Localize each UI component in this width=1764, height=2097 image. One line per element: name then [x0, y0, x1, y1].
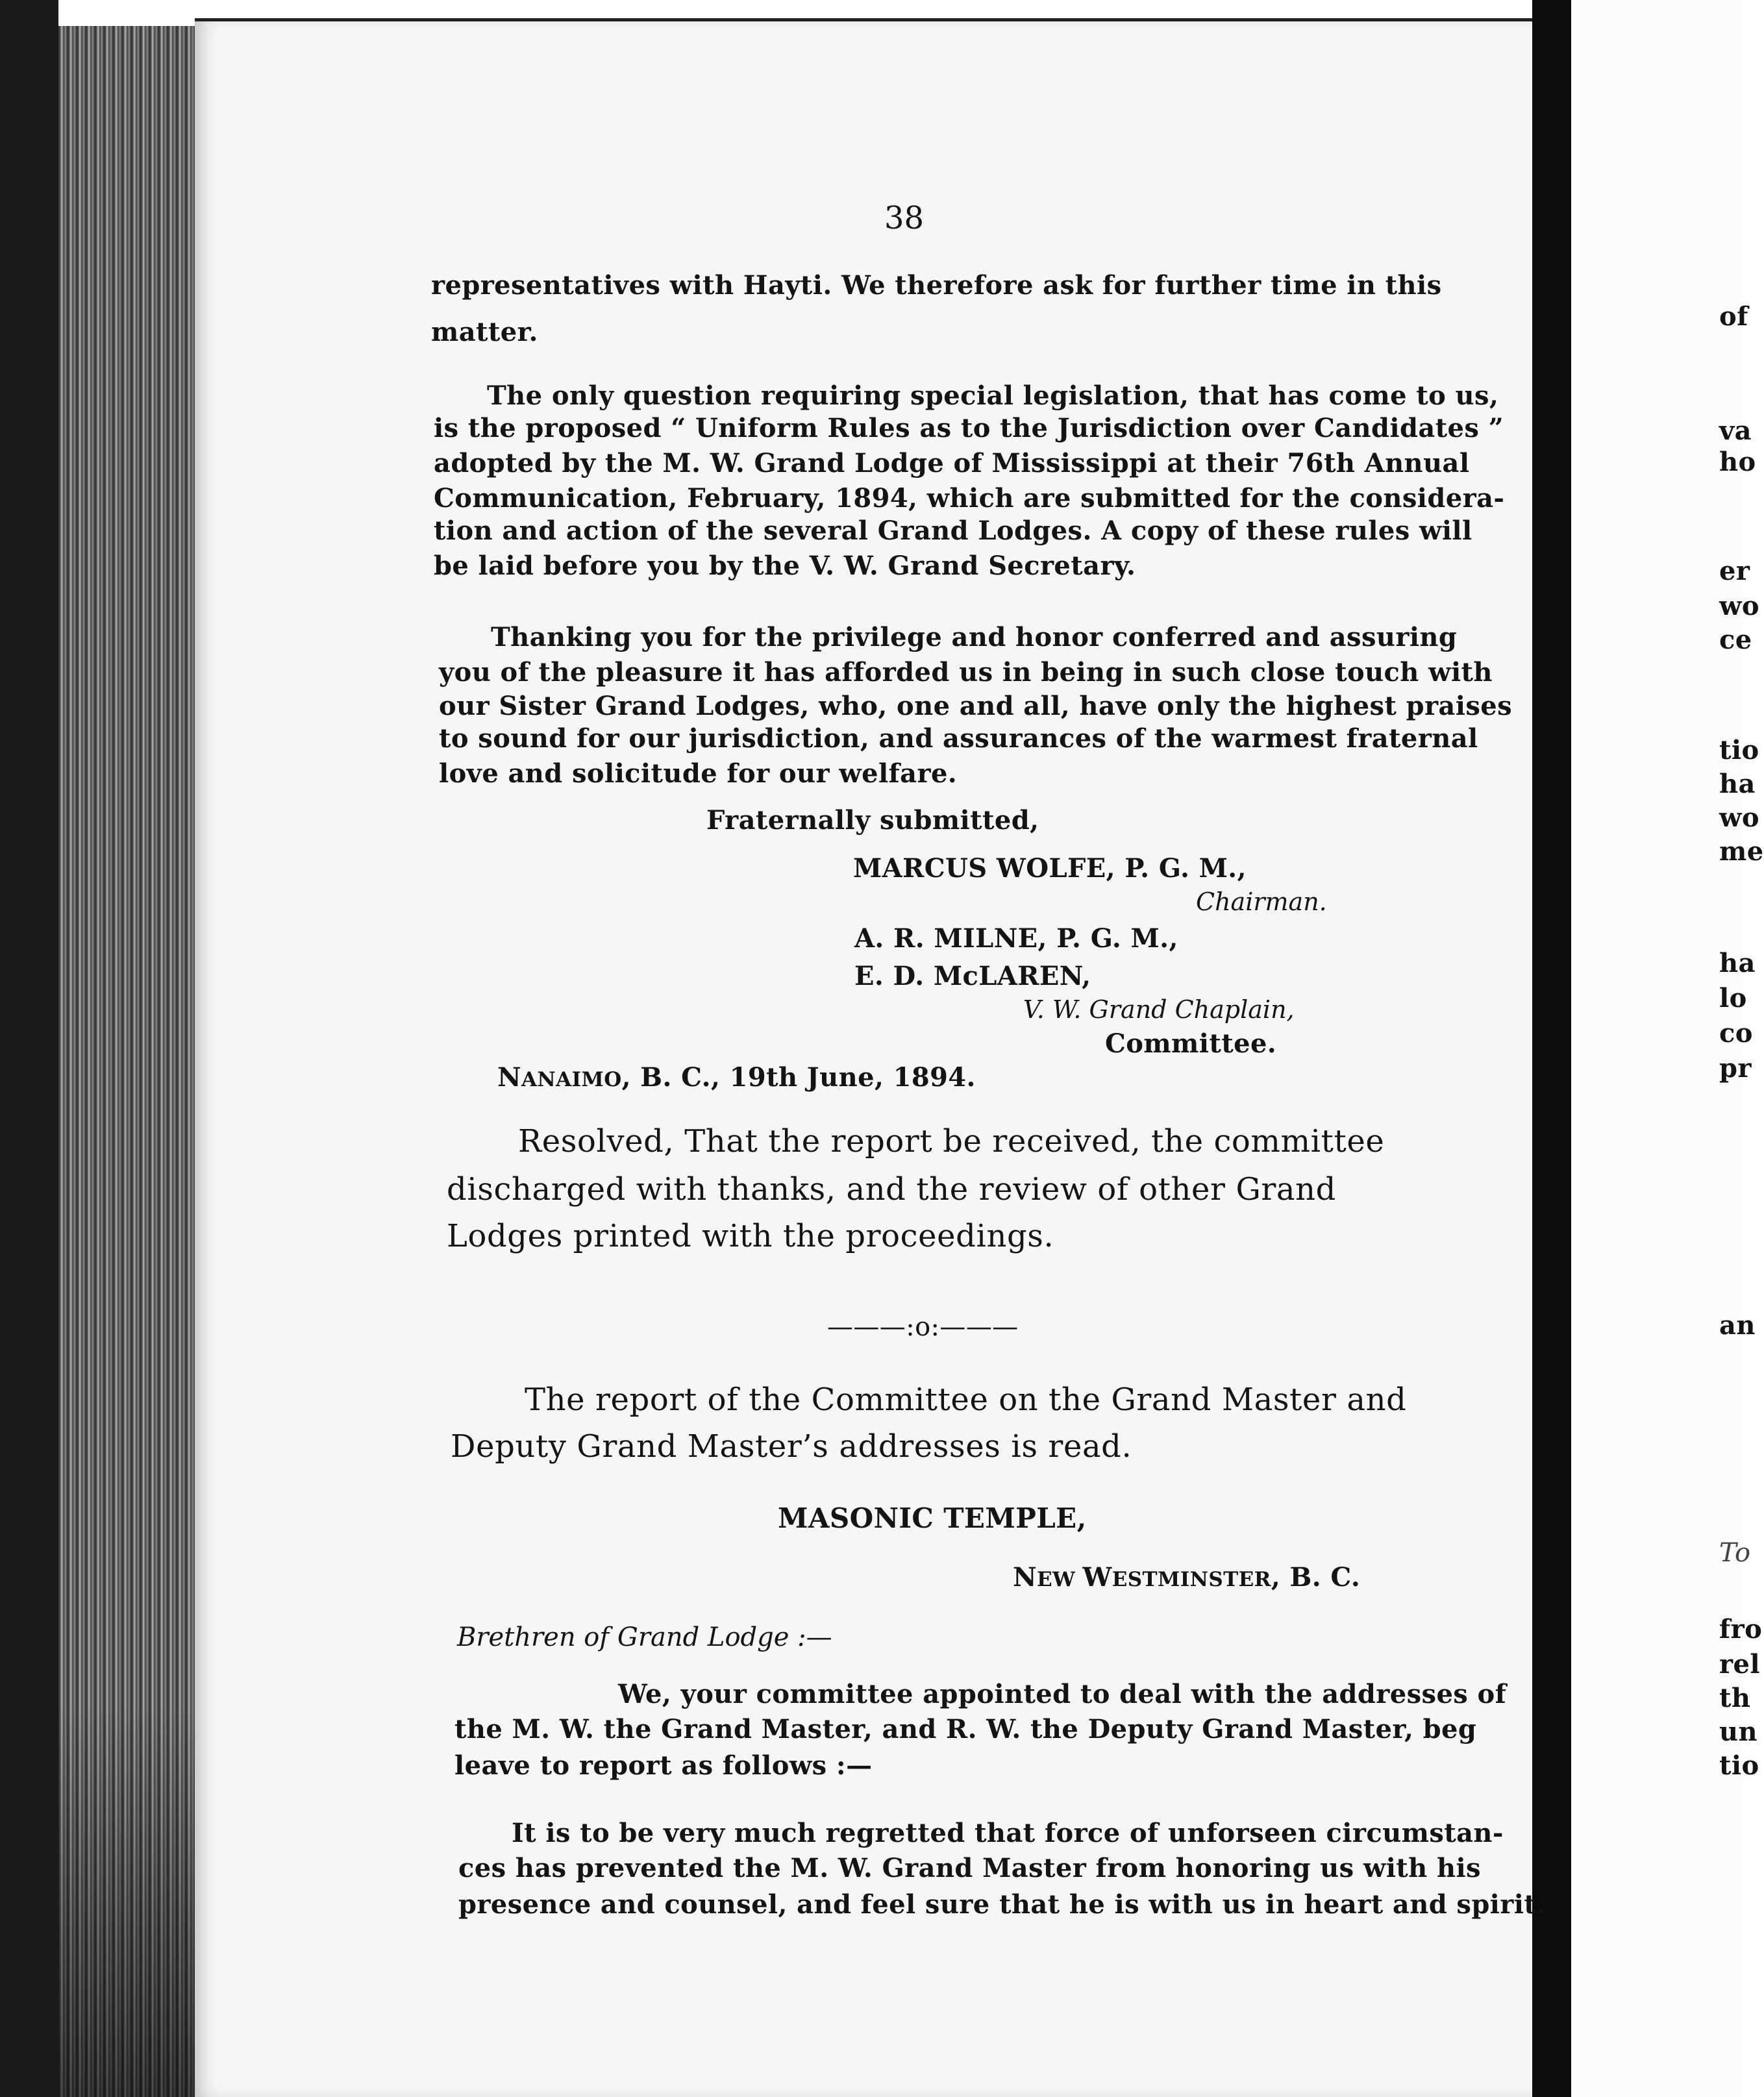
fragment: pr	[1719, 1053, 1752, 1084]
page-number: 38	[884, 200, 925, 236]
signer-title: V. W. Grand Chaplain,	[1023, 995, 1295, 1024]
page-top-edge	[195, 18, 1552, 21]
paragraph-line: be laid before you by the V. W. Grand Secretary.	[434, 551, 1136, 581]
resolution-line: discharged with thanks, and the review of other Grand	[447, 1171, 1336, 1208]
page-edges	[58, 26, 195, 2097]
paragraph-line: Thanking you for the privilege and honor conferred and assuring	[491, 622, 1458, 652]
report-intro-line: Deputy Grand Master’s addresses is read.	[451, 1428, 1132, 1465]
dateline: NANAIMO, B. C., 19th June, 1894.	[497, 1062, 976, 1093]
location-line: NEW WESTMINSTER, B. C.	[1013, 1562, 1361, 1593]
heading: MASONIC TEMPLE,	[778, 1502, 1087, 1534]
paragraph-line: leave to report as follows :—	[454, 1750, 873, 1781]
book-binding-shadow	[0, 0, 58, 2097]
paragraph-line: adopted by the M. W. Grand Lodge of Mississippi at their 76th Annual	[434, 448, 1470, 478]
section-separator: ———:o:———	[827, 1312, 1019, 1342]
fragment: To	[1719, 1538, 1751, 1568]
signer-name: MARCUS WOLFE, P. G. M.,	[853, 853, 1247, 884]
paragraph-line: you of the pleasure it has afforded us in being in such close touch with	[439, 657, 1493, 688]
fragment: rel	[1719, 1649, 1760, 1680]
fragment: va	[1719, 416, 1752, 446]
fragment: er	[1719, 556, 1750, 586]
paragraph-line: our Sister Grand Lodges, who, one and all, have only the highest praises	[439, 691, 1513, 721]
fragment: un	[1719, 1717, 1758, 1747]
fragment: tio	[1719, 1750, 1759, 1781]
paragraph-line: representatives with Hayti. We therefore ask for further time in this	[431, 270, 1442, 301]
fragment: tio	[1719, 735, 1759, 765]
report-intro-line: The report of the Committee on the Grand Master and	[525, 1382, 1407, 1418]
book-page	[195, 19, 1552, 2097]
paragraph-line: to sound for our jurisdiction, and assurances of the warmest fraternal	[439, 723, 1478, 754]
paragraph-line: the M. W. the Grand Master, and R. W. the Deputy Grand Master, beg	[454, 1714, 1477, 1744]
paragraph-line: ces has prevented the M. W. Grand Master from honoring us with his	[458, 1853, 1481, 1883]
paragraph-line: presence and counsel, and feel sure that he is with us in heart and spirit.	[458, 1889, 1546, 1920]
paragraph-line: We, your committee appointed to deal with the addresses of	[618, 1679, 1507, 1709]
fragment: fro	[1719, 1614, 1763, 1644]
signer-name: A. R. MILNE, P. G. M.,	[854, 923, 1178, 954]
fragment: an	[1719, 1310, 1756, 1341]
fragment: of	[1719, 301, 1748, 332]
paragraph-line: It is to be very much regretted that force of unforseen circumstan-	[512, 1818, 1504, 1848]
fragment: wo	[1719, 591, 1759, 621]
signer-name: E. D. McLAREN,	[854, 961, 1091, 991]
fragment: ha	[1719, 948, 1756, 978]
fragment: ha	[1719, 769, 1756, 799]
fragment: ce	[1719, 625, 1752, 655]
fragment: wo	[1719, 802, 1759, 833]
paragraph-line: The only question requiring special legislation, that has come to us,	[487, 380, 1499, 411]
fragment: th	[1719, 1683, 1751, 1713]
fragment: lo	[1719, 983, 1747, 1013]
signer-title: Chairman.	[1196, 887, 1327, 916]
fragment: ho	[1719, 447, 1756, 477]
paragraph-line: matter.	[431, 317, 538, 347]
paragraph-line: is the proposed “ Uniform Rules as to the Jurisdiction over Candidates ”	[434, 413, 1504, 443]
committee-label: Committee.	[1105, 1028, 1277, 1059]
fragment: co	[1719, 1018, 1753, 1048]
fragment: me	[1719, 836, 1764, 867]
paragraph-line: love and solicitude for our welfare.	[439, 758, 958, 789]
resolution-line: Lodges printed with the proceedings.	[447, 1218, 1054, 1254]
book-gutter	[1532, 0, 1571, 2097]
paragraph-line: Communication, February, 1894, which are submitted for the considera-	[434, 483, 1505, 514]
paragraph-line: tion and action of the several Grand Lodges. A copy of these rules will	[434, 515, 1472, 546]
resolution-line: Resolved, That the report be received, the committee	[518, 1123, 1385, 1160]
salutation: Brethren of Grand Lodge :—	[457, 1622, 832, 1652]
closing: Fraternally submitted,	[706, 805, 1039, 836]
facing-page	[1571, 0, 1743, 2097]
